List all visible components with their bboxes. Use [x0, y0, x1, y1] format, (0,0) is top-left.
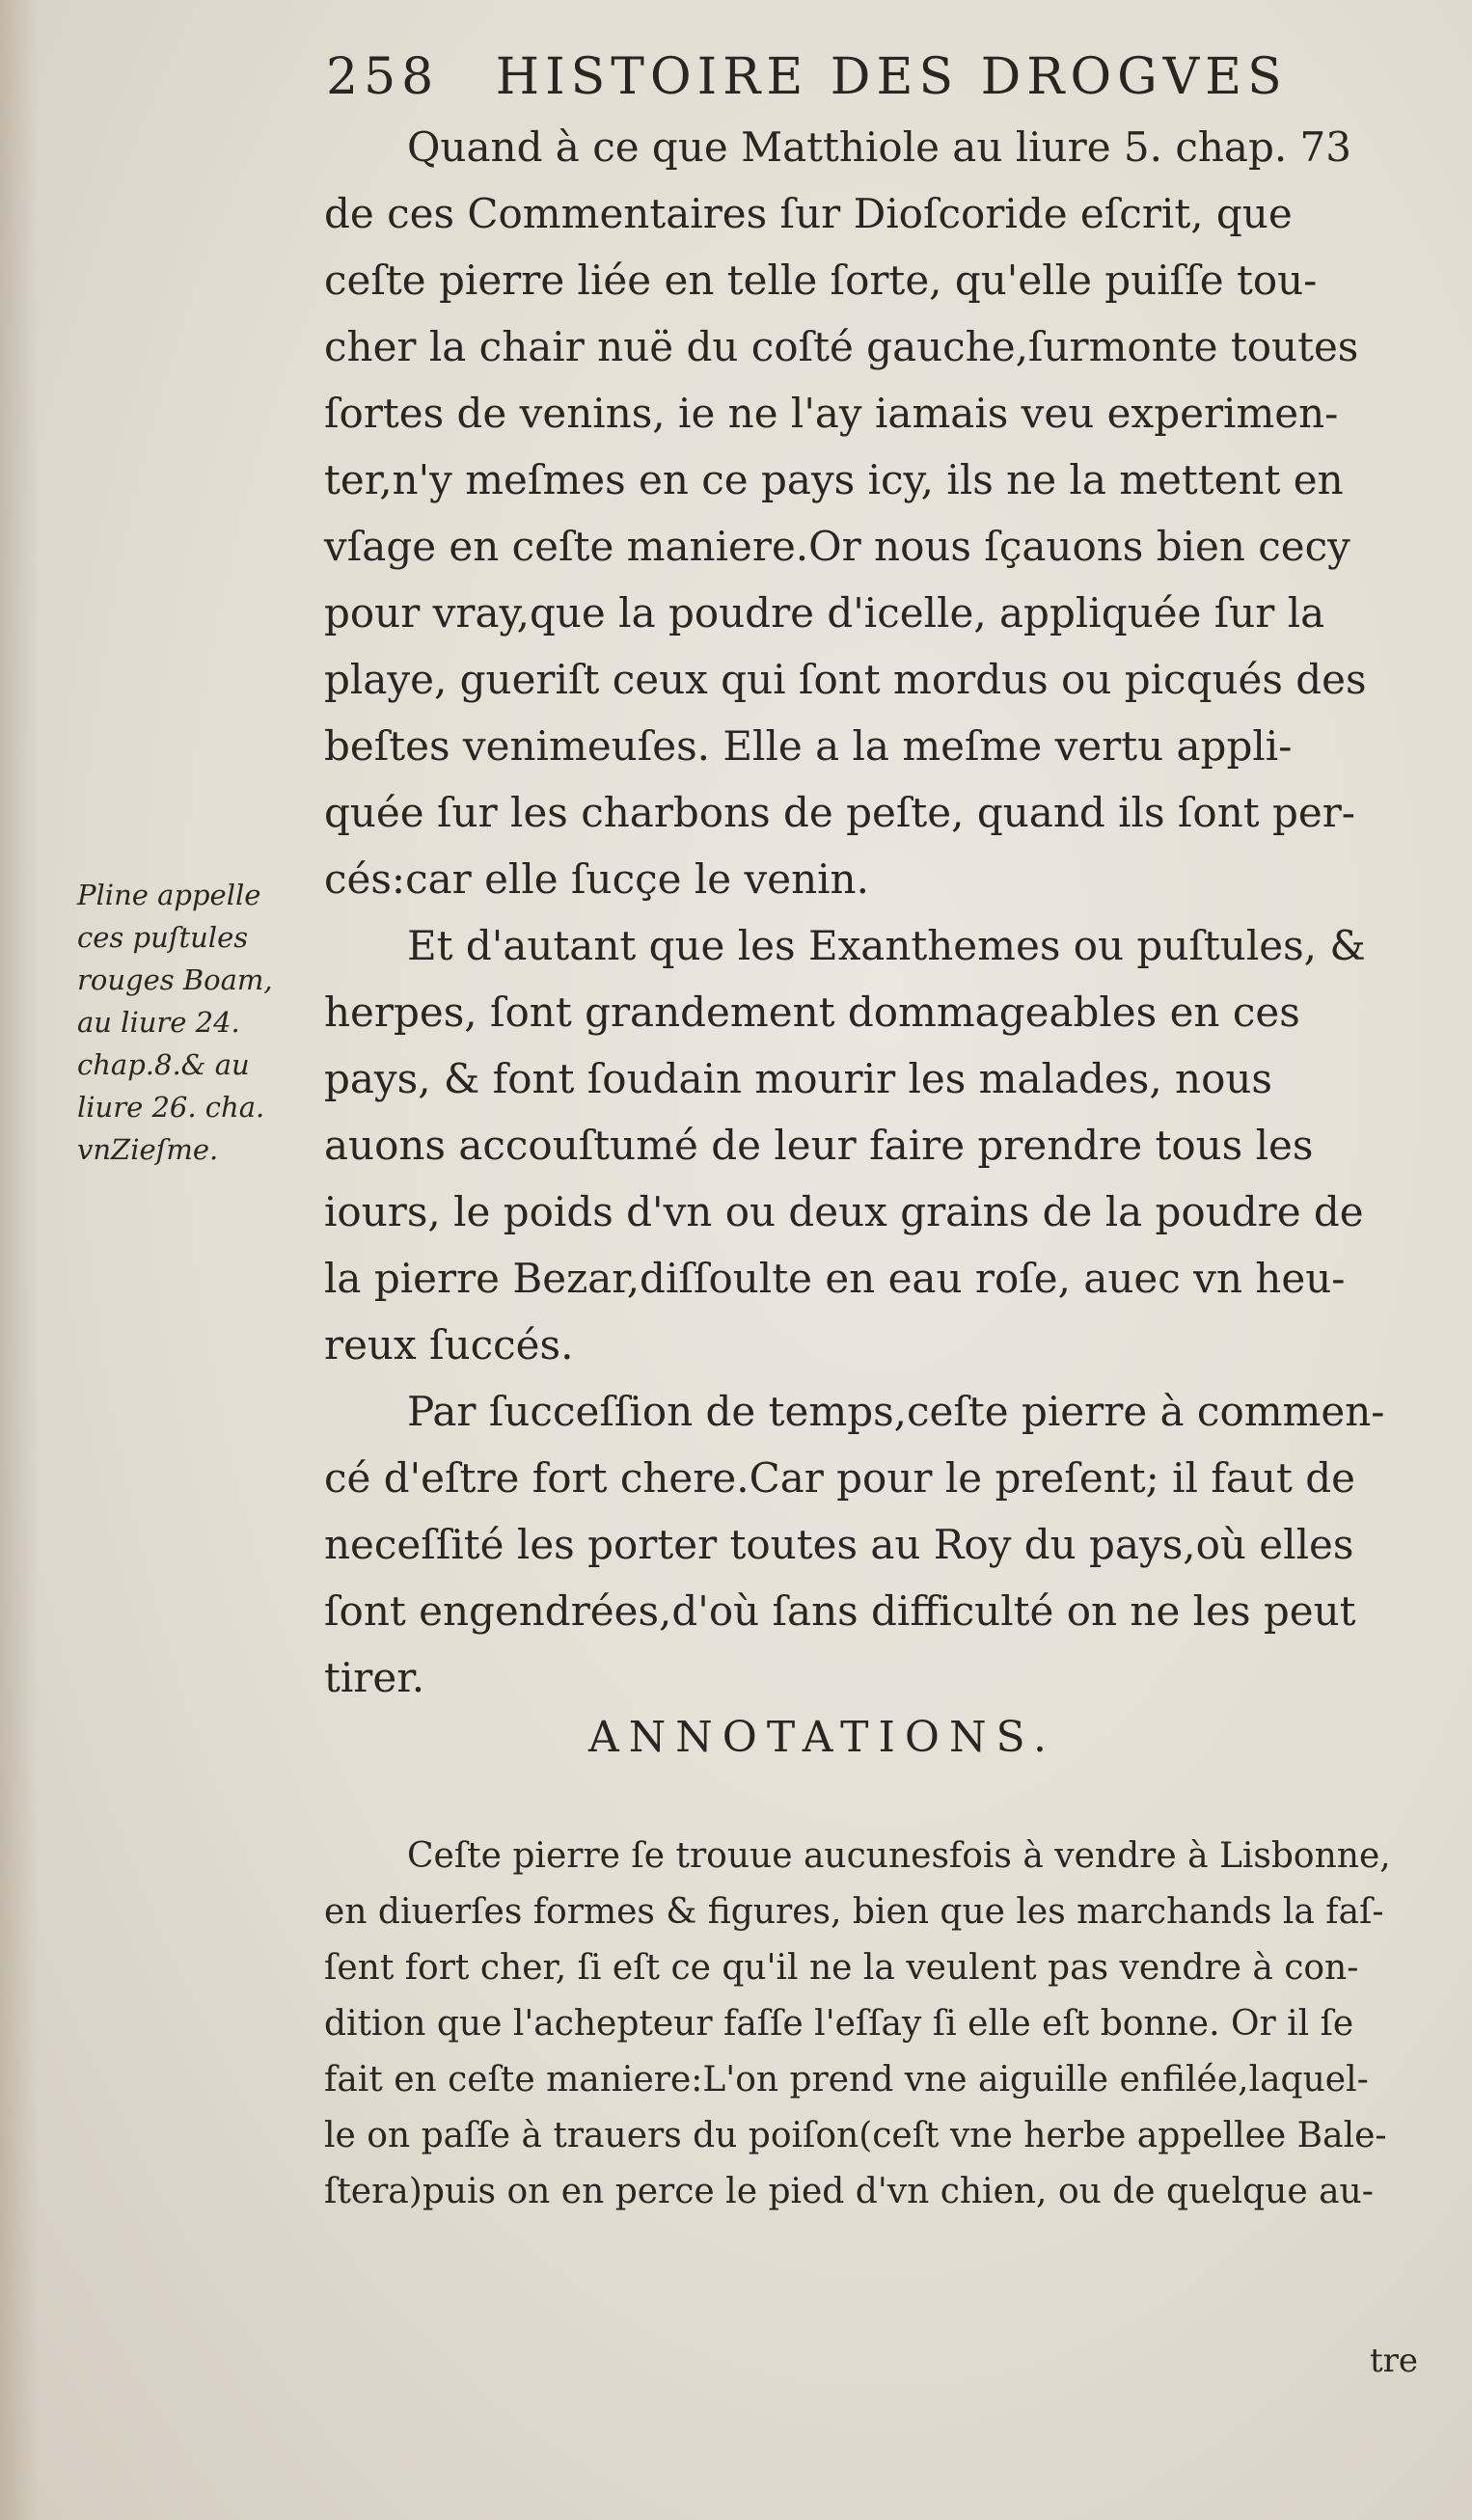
main-text [324, 114, 1404, 1711]
text-line: Quand à ce que Matthiole au liure 5. chap. 73 [407, 123, 1351, 171]
page-number: 258 [326, 48, 440, 106]
text-line: quée ſur les charbons de peſte, quand ils ſont per- [324, 789, 1355, 836]
gutter-shadow [0, 0, 39, 2520]
marginal-line: rouges Boam, [77, 963, 273, 996]
text-line: de ces Commentaires ſur Dioſcoride eſcrit, que [324, 190, 1293, 237]
text-line: playe, gueriſt ceux qui ſont mordus ou picqués des [324, 656, 1367, 703]
text-line: neceſſité les porter toutes au Roy du pays,où elles [324, 1521, 1354, 1568]
catchword: tre [1370, 2342, 1419, 2380]
marginal-line: liure 26. cha. [77, 1091, 265, 1124]
text-line: cher la chair nuë du coſté gauche,ſurmonte toutes [324, 323, 1359, 370]
text-line: reux ſuccés. [324, 1321, 574, 1368]
annotations-heading: ANNOTATIONS. [588, 1713, 1057, 1762]
paragraph-3 [324, 1378, 1404, 1711]
text-line: auons accouſtumé de leur faire prendre tous les [324, 1122, 1314, 1169]
marginal-line: Pline appelle [77, 879, 261, 911]
text-line: vſage en ceſte maniere.Or nous ſçauons bien cecy [324, 523, 1350, 570]
running-title: HISTOIRE DES DROGVES [495, 48, 1288, 106]
text-line: iours, le poids d'vn ou deux grains de la poudre de [324, 1188, 1364, 1235]
annotations-text [324, 1829, 1414, 2220]
text-line: ſortes de venins, ie ne l'ay iamais veu experimen- [324, 390, 1339, 437]
annotation-line: ſtera)puis on en perce le pied d'vn chien, ou de quelque au- [324, 2172, 1374, 2211]
marginal-line: chap.8.& au [77, 1048, 250, 1081]
annotation-line: Ceſte pierre ſe trouue aucunesfois à vendre à Lisbonne, [407, 1836, 1391, 1876]
text-line: pays, & font ſoudain mourir les malades, nous [324, 1055, 1272, 1102]
running-head [326, 48, 1368, 106]
text-line: ſont engendrées,d'où ſans difficulté on ne les peut [324, 1587, 1356, 1635]
paragraph-2 [324, 912, 1404, 1378]
marginal-line: au liure 24. [77, 1006, 240, 1039]
annotation-line: en diuerſes formes & figures, bien que les marchands la faſ- [324, 1892, 1384, 1932]
marginal-line: ces puſtules [77, 921, 249, 954]
annotation-line: fait en ceſte maniere:L'on prend vne aiguille enfilée,laquel- [324, 2060, 1369, 2100]
annotation-line: ſent fort cher, ſi eſt ce qu'il ne la veulent pas vendre à con- [324, 1948, 1359, 1988]
text-line: cés:car elle ſucçe le venin. [324, 855, 869, 903]
text-line: pour vray,que la poudre d'icelle, appliquée ſur la [324, 589, 1325, 637]
marginal-line: vnZieſme. [77, 1133, 219, 1166]
text-line: Par ſucceſſion de temps,ceſte pierre à commen- [407, 1388, 1385, 1435]
text-line: ter,n'y meſmes en ce pays icy, ils ne la mettent en [324, 456, 1344, 503]
text-line: beſtes venimeuſes. Elle a la meſme vertu appli- [324, 722, 1293, 770]
text-line: la pierre Bezar,diſſoulte en eau roſe, auec vn heu- [324, 1255, 1346, 1302]
marginal-note [77, 874, 328, 1171]
text-line: tirer. [324, 1654, 425, 1701]
paragraph-1 [324, 114, 1404, 912]
annotation-line: dition que l'achepteur faſſe l'eſſay ſi elle eſt bonne. Or il ſe [324, 2004, 1354, 2044]
text-line: herpes, ſont grandement dommageables en ces [324, 989, 1300, 1036]
text-line: cé d'eſtre fort chere.Car pour le preſent; il faut de [324, 1454, 1355, 1502]
text-line: ceſte pierre liée en telle ſorte, qu'elle puiſſe tou- [324, 257, 1318, 304]
annotation-line: le on paſſe à trauers du poiſon(ceſt vne herbe appellee Bale- [324, 2116, 1387, 2155]
text-line: Et d'autant que les Exanthemes ou puſtules, & [407, 922, 1366, 969]
